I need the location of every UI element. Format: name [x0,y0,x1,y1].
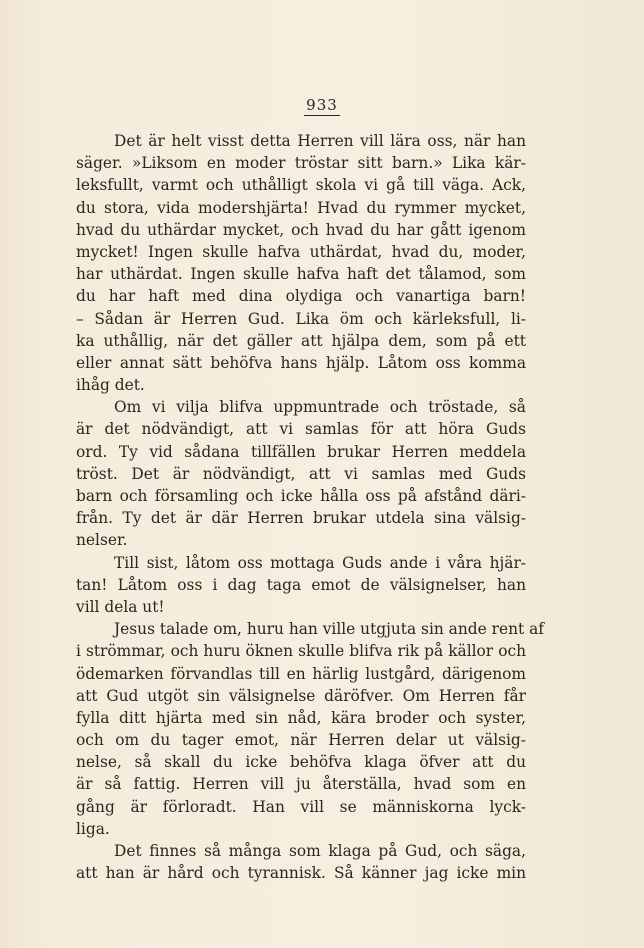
text-line: Till sist, låtom oss mottaga Guds ande i våra hjär- [114,553,526,572]
text-line: du har haft med dina olydiga och vanartiga barn! [76,287,526,306]
text-line: Det finnes så många som klaga på Gud, och säga, [114,842,526,860]
text-line: säger. »Liksom en moder tröstar sitt barn.» Lika kär- [76,154,526,173]
text-line: vill dela ut! [76,597,165,616]
text-line: mycket! Ingen skulle hafva uthärdat, hvad du, moder, [76,242,526,261]
text-line: gång är förloradt. Han vill se människorna lyck- [76,797,526,816]
text-line: hvad du uthärdar mycket, och hvad du har gått igenom [76,220,526,239]
text-line: nelser. [76,531,128,550]
text-line: är det nödvändigt, att vi samlas för att höra Guds [76,420,526,439]
text-line: att Gud utgöt sin välsignelse däröfver. Om Herren får [76,686,526,705]
text-line: du stora, vida modershjärta! Hvad du rymmer mycket, [76,198,526,217]
text-line: – Sådan är Herren Gud. Lika öm och kärleksfull, li- [76,309,526,328]
text-line: Jesus talade om, huru han ville utgjuta sin ande rent af [114,620,544,639]
text-line: nelse, så skall du icke behöfva klaga öfver att du [76,753,526,772]
body-text [76,130,544,884]
text-line: Om vi vilja blifva uppmuntrade och tröstade, så [114,398,526,417]
page-number-text: 933 [306,96,338,114]
text-line: och om du tager emot, när Herren delar ut välsig- [76,731,526,750]
text-line: ka uthållig, när det gäller att hjälpa dem, som på ett [76,331,526,350]
text-line: har uthärdat. Ingen skulle hafva haft det tålamod, som [76,265,526,284]
text-line: tan! Låtom oss i dag taga emot de välsignelser, han [76,575,526,594]
text-line: liga. [76,819,110,838]
text-line: barn och församling och icke hålla oss på afstånd däri- [76,487,526,505]
text-line: i strömmar, och huru öknen skulle blifva rik på källor och [76,642,526,661]
text-line: är så fattig. Herren vill ju återställa, hvad som en [76,775,526,794]
text-line: tröst. Det är nödvändigt, att vi samlas med Guds [76,464,526,483]
text-line: från. Ty det är där Herren brukar utdela sina välsig- [76,509,526,528]
text-line: ödemarken förvandlas till en härlig lustgård, därigenom [76,664,526,683]
text-line: Det är helt visst detta Herren vill lära oss, när han [114,132,526,150]
text-line: eller annat sätt behöfva hans hjälp. Låtom oss komma [76,353,526,372]
page-number [0,96,644,116]
text-line: att han är hård och tyrannisk. Så känner jag icke min [76,864,526,883]
text-line: ord. Ty vid sådana tillfällen brukar Herren meddela [76,442,526,461]
text-line: fylla ditt hjärta med sin nåd, kära broder och syster, [76,708,526,727]
text-line: ihåg det. [76,376,145,395]
text-line: leksfullt, varmt och uthålligt skola vi gå till väga. Ack, [76,176,526,195]
